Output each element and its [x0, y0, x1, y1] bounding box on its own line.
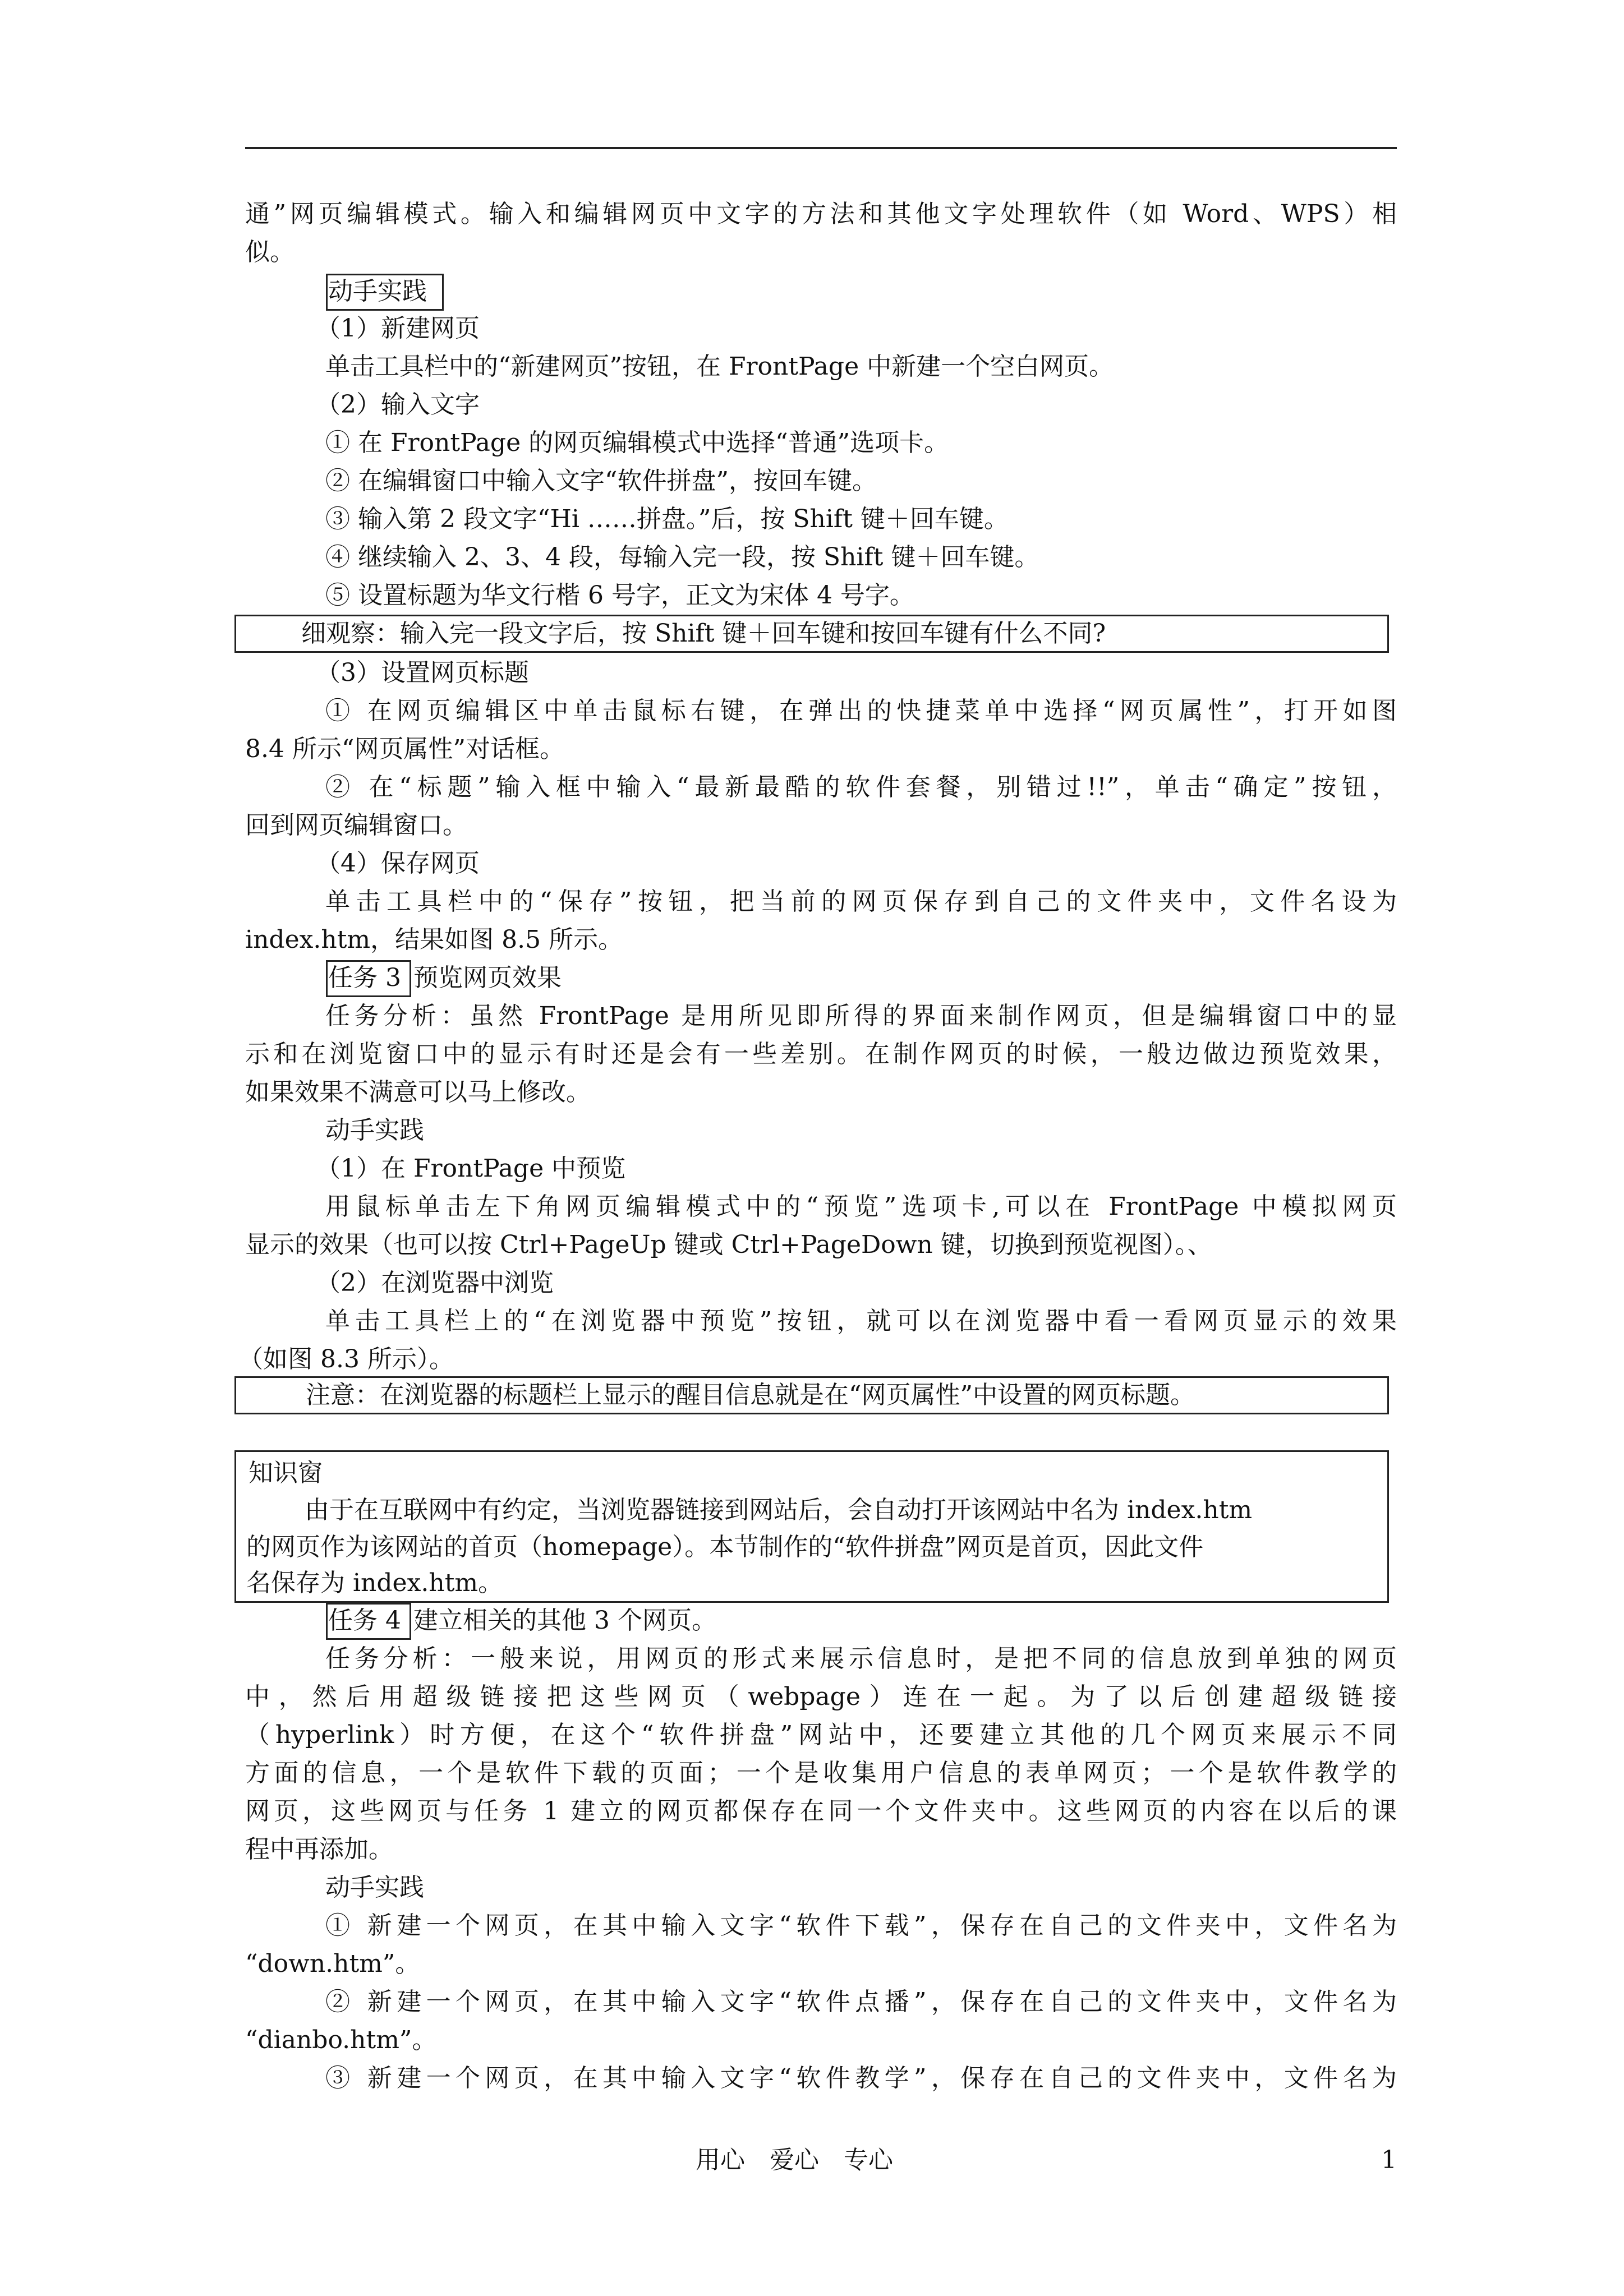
- text-line: 程中再添加。: [245, 1835, 393, 1864]
- knowledge-window-box: [234, 1450, 1389, 1603]
- text-line: 示和在浏览窗口中的显示有时还是会有一些差别。在制作网页的时候，一般边做边预览效果，: [245, 1040, 1397, 1068]
- text-line: index.htm，结果如图 8.5 所示。: [245, 925, 623, 954]
- text-line: 回到网页编辑窗口。: [245, 811, 467, 840]
- list-item: ⑤ 设置标题为华文行楷 6 号字，正文为宋体 4 号字。: [325, 581, 914, 610]
- observe-text: 细观察：输入完一段文字后，按 Shift 键＋回车键和按回车键有什么不同?: [301, 619, 1106, 648]
- list-item: ④ 继续输入 2、3、4 段，每输入完一段，按 Shift 键＋回车键。: [325, 543, 1039, 571]
- step-heading: （2）输入文字: [316, 390, 480, 419]
- text-line: 网页，这些网页与任务 1 建立的网页都保存在同一个文件夹中。这些网页的内容在以后的课: [245, 1797, 1397, 1825]
- text-line: （如图 8.3 所示）。: [238, 1345, 454, 1373]
- text-line: 通”网页编辑模式。输入和编辑网页中文字的方法和其他文字处理软件（如 Word、WPS）相: [245, 200, 1397, 228]
- page-number: 1: [1381, 2146, 1397, 2174]
- list-item: ② 在编辑窗口中输入文字“软件拼盘”，按回车键。: [325, 467, 877, 495]
- step-heading: （3）设置网页标题: [316, 658, 529, 687]
- text-line: 中，然后用超级链接把这些网页（webpage）连在一起。为了以后创建超级链接: [245, 1682, 1397, 1711]
- practice-heading: 动手实践: [328, 277, 427, 306]
- task3-title: 预览网页效果: [413, 963, 562, 992]
- text-line: 似。: [245, 238, 295, 266]
- list-item: ① 在 FrontPage 的网页编辑模式中选择“普通”选项卡。: [325, 428, 949, 457]
- step-heading: （1）新建网页: [316, 314, 480, 343]
- text-line: 单击工具栏上的“在浏览器中预览”按钮，就可以在浏览器中看一看网页显示的效果: [325, 1307, 1397, 1335]
- list-item: ① 新建一个网页，在其中输入文字“软件下载”，保存在自己的文件夹中，文件名为: [325, 1911, 1397, 1940]
- text-line: 如果效果不满意可以马上修改。: [245, 1078, 591, 1106]
- text-line: ② 在“标题”输入框中输入“最新最酷的软件套餐，别错过!!”，单击“确定”按钮，: [325, 773, 1397, 801]
- header-rule: [245, 147, 1397, 149]
- text-line: 任务分析：虽然 FrontPage 是用所见即所得的界面来制作网页，但是编辑窗口中的显: [325, 1002, 1397, 1030]
- list-item: ③ 输入第 2 段文字“Hi ……拼盘。”后，按 Shift 键＋回车键。: [325, 505, 1009, 533]
- text-line: 方面的信息，一个是软件下载的页面；一个是收集用户信息的表单网页；一个是软件教学的: [245, 1759, 1397, 1787]
- footer-motto: 用心 爱心 专心: [696, 2146, 893, 2174]
- step-heading: （4）保存网页: [316, 849, 480, 878]
- text-line: 8.4 所示“网页属性”对话框。: [245, 735, 564, 763]
- task3-label: 任务 3: [328, 963, 401, 992]
- text-line: （hyperlink）时方便，在这个“软件拼盘”网站中，还要建立其他的几个网页来展示不同: [245, 1721, 1397, 1749]
- knowledge-window-text: 的网页作为该网站的首页（homepage）。本节制作的“软件拼盘”网页是首页，因此文件: [246, 1533, 1204, 1561]
- text-line: 单击工具栏中的“保存”按钮，把当前的网页保存到自己的文件夹中，文件名设为: [325, 887, 1397, 916]
- text-line: 任务分析：一般来说，用网页的形式来展示信息时，是把不同的信息放到单独的网页: [325, 1644, 1397, 1673]
- practice-heading: 动手实践: [325, 1116, 424, 1145]
- task4-title: 建立相关的其他 3 个网页。: [413, 1606, 716, 1635]
- text-line: “dianbo.htm”。: [245, 2026, 437, 2054]
- practice-heading: 动手实践: [325, 1873, 424, 1902]
- text-line: ① 在网页编辑区中单击鼠标右键，在弹出的快捷菜单中选择“网页属性”，打开如图: [325, 697, 1397, 725]
- task4-label: 任务 4: [328, 1606, 401, 1635]
- list-item: ② 新建一个网页，在其中输入文字“软件点播”，保存在自己的文件夹中，文件名为: [325, 1988, 1397, 2016]
- step-heading: （2）在浏览器中浏览: [316, 1269, 554, 1297]
- knowledge-window-text: 由于在互联网中有约定，当浏览器链接到网站后，会自动打开该网站中名为 index.htm: [305, 1496, 1253, 1524]
- note-text: 注意：在浏览器的标题栏上显示的醒目信息就是在“网页属性”中设置的网页标题。: [306, 1381, 1195, 1409]
- knowledge-window-text: 名保存为 index.htm。: [246, 1569, 503, 1597]
- text-line: “down.htm”。: [245, 1949, 420, 1978]
- text-line: 单击工具栏中的“新建网页”按钮，在 FrontPage 中新建一个空白网页。: [325, 352, 1114, 381]
- text-line: 显示的效果（也可以按 Ctrl+PageUp 键或 Ctrl+PageDown 键，切换到预览视图）。、: [245, 1230, 1212, 1259]
- knowledge-window-title: 知识窗: [249, 1459, 323, 1487]
- list-item: ③ 新建一个网页，在其中输入文字“软件教学”，保存在自己的文件夹中，文件名为: [325, 2064, 1397, 2092]
- text-line: 用鼠标单击左下角网页编辑模式中的“预览”选项卡,可以在 FrontPage 中模拟网页: [325, 1192, 1397, 1221]
- step-heading: （1）在 FrontPage 中预览: [316, 1154, 626, 1183]
